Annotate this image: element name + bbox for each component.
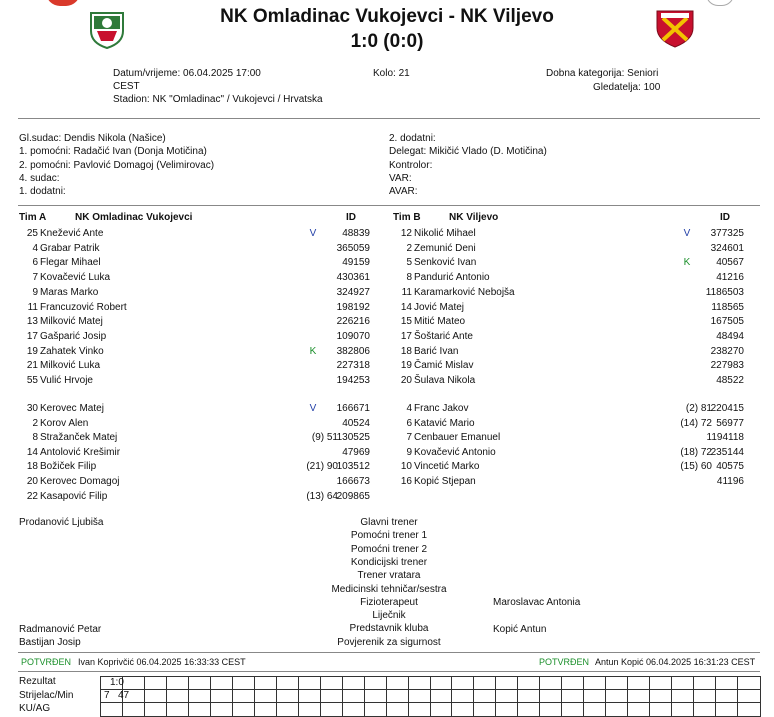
player-number: 19	[26, 345, 38, 357]
player-row	[392, 417, 762, 431]
divider	[18, 205, 760, 206]
player-row	[18, 490, 388, 504]
grid-col-line	[320, 676, 321, 716]
team-a-id-header: ID	[346, 212, 356, 223]
substitution-info: (21) 90	[306, 461, 338, 473]
official-line: 1. dodatni:	[19, 186, 66, 198]
player-name: Barić Ivan	[414, 345, 459, 357]
substitution-info: (13) 64	[306, 490, 338, 502]
staff-role: Medicinski tehničar/sestra	[331, 583, 447, 595]
player-id: 49159	[342, 257, 370, 269]
player-name: Kopić Stjepan	[414, 476, 476, 487]
divider	[18, 671, 760, 672]
team-a-label: Tim A	[19, 212, 47, 223]
player-number: 18	[26, 461, 38, 473]
player-row	[392, 446, 762, 460]
player-name: Maras Marko	[40, 286, 99, 298]
player-number: 11	[27, 301, 38, 313]
player-row	[18, 271, 388, 285]
player-role-mark: V	[309, 228, 317, 239]
player-name: Antolović Krešimir	[40, 446, 121, 458]
official-line: 4. sudac:	[19, 172, 60, 184]
player-number: 6	[32, 257, 38, 269]
player-name: Knežević Ante	[40, 228, 104, 239]
player-name: Kerovec Domagoj	[40, 476, 120, 487]
player-number: 30	[26, 403, 38, 414]
grid-col-line	[627, 676, 628, 716]
staff-role: Glavni trener	[360, 517, 418, 528]
grid-col-line	[232, 676, 233, 716]
player-number: 20	[400, 375, 412, 386]
player-row	[392, 460, 762, 474]
substitution-info: (14) 72	[680, 417, 712, 429]
player-name: Francuzović Robert	[40, 301, 127, 313]
official-line: Delegat: Mikičić Vlado (D. Motičina)	[389, 146, 547, 158]
grid-col-line	[166, 676, 167, 716]
player-role-mark: K	[309, 345, 317, 357]
player-number: 2	[406, 242, 412, 254]
grid-col-line	[737, 676, 738, 716]
official-line: Gl.sudac: Dendis Nikola (Našice)	[19, 133, 166, 144]
player-row	[18, 301, 388, 315]
grid-col-line	[451, 676, 452, 716]
player-row	[18, 374, 388, 388]
player-name: Milković Matej	[40, 316, 103, 328]
player-number: 25	[26, 228, 38, 239]
player-number: 9	[32, 286, 38, 298]
player-row	[18, 402, 388, 416]
player-name: Nikolić Mihael	[414, 228, 476, 239]
grid-col-line	[539, 676, 540, 716]
player-name: Jović Matej	[414, 301, 465, 313]
match-spectators: Gledatelja: 100	[593, 82, 661, 93]
player-name: Šoštarić Ante	[414, 330, 473, 342]
player-id: 377325	[710, 228, 744, 239]
player-number: 9	[406, 446, 412, 458]
player-id: 56977	[716, 417, 744, 429]
grid-col-line	[342, 676, 343, 716]
player-number: 18	[400, 345, 412, 357]
player-number: 12	[400, 228, 412, 239]
grid-col-line	[649, 676, 650, 716]
player-name: Franc Jakov	[414, 403, 469, 414]
player-id: 109070	[336, 330, 370, 342]
official-line: 2. pomoćni: Pavlović Domagoj (Velimirovac)	[19, 159, 215, 171]
grid-col-line	[671, 676, 672, 716]
staff-role: Predstavnik kluba	[349, 623, 429, 635]
player-id: 41216	[716, 272, 744, 284]
grid-col-line	[583, 676, 584, 716]
player-number: 19	[400, 360, 412, 372]
staff-role: Povjerenik za sigurnost	[337, 636, 441, 648]
player-number: 4	[32, 242, 38, 254]
player-number: 5	[406, 257, 412, 269]
grid-col-line	[386, 676, 387, 716]
player-number: 7	[32, 272, 38, 284]
player-row	[392, 301, 762, 315]
player-id: 166671	[336, 403, 370, 414]
player-row	[18, 227, 388, 241]
player-id: 118565	[711, 301, 744, 313]
staff-role: Pomoćni trener 1	[350, 530, 428, 542]
player-row	[392, 402, 762, 416]
player-id: 48494	[716, 330, 744, 342]
staff-role: Pomoćni trener 2	[350, 543, 428, 555]
player-number: 17	[400, 330, 412, 342]
grid-col-line	[430, 676, 431, 716]
player-role-mark: K	[683, 257, 691, 269]
grid-col-line	[188, 676, 189, 716]
player-role-mark: V	[309, 403, 317, 414]
player-row	[392, 330, 762, 344]
player-name: Karamarković Nebojša	[414, 286, 515, 298]
official-line: Kontrolor:	[389, 159, 433, 171]
player-row	[18, 242, 388, 256]
grid-col-line	[715, 676, 716, 716]
result-table-frame	[100, 676, 761, 717]
grid-col-line	[605, 676, 606, 716]
player-row	[18, 345, 388, 359]
player-name: Vincetić Marko	[414, 461, 480, 473]
staff-role: Trener vratara	[357, 570, 421, 582]
official-line: VAR:	[389, 172, 412, 184]
player-row	[18, 446, 388, 460]
grid-col-line	[298, 676, 299, 716]
player-name: Kasapović Filip	[40, 490, 108, 502]
player-name: Šulava Nikola	[414, 375, 476, 386]
player-id: 227983	[710, 360, 744, 372]
player-id: 430361	[336, 272, 370, 284]
player-name: Cenbauer Emanuel	[414, 432, 501, 444]
player-name: Senković Ivan	[414, 257, 477, 269]
player-number: 11	[401, 286, 412, 298]
player-id: 40524	[342, 417, 370, 429]
staff-role: Liječnik	[372, 610, 406, 622]
player-row	[18, 475, 388, 489]
result-label: Rezultat	[19, 676, 56, 687]
player-id: 167505	[710, 316, 744, 328]
player-name: Milković Luka	[40, 360, 101, 372]
player-row	[18, 315, 388, 329]
grid-col-line	[276, 676, 277, 716]
player-row	[392, 271, 762, 285]
player-id: 40567	[716, 257, 744, 269]
grid-col-line	[495, 676, 496, 716]
player-id: 209865	[336, 490, 370, 502]
divider	[18, 118, 760, 119]
player-id: 1186503	[705, 286, 744, 298]
player-row	[18, 431, 388, 445]
player-number: 6	[406, 417, 412, 429]
staff-role: Kondicijski trener	[350, 556, 428, 568]
player-id: 382806	[336, 345, 370, 357]
player-row	[392, 475, 762, 489]
player-id: 226216	[336, 316, 370, 328]
player-number: 22	[26, 490, 38, 502]
player-name: Božiček Filip	[40, 461, 97, 473]
match-score: 1:0 (0:0)	[350, 31, 424, 52]
player-name: Zahatek Vinko	[40, 345, 104, 357]
team-a-name: NK Omladinac Vukojevci	[75, 212, 193, 223]
player-number: 14	[26, 446, 38, 458]
grid-col-line	[364, 676, 365, 716]
player-id: 324927	[336, 286, 370, 298]
player-id: 198192	[336, 301, 370, 313]
player-id: 103512	[336, 461, 370, 473]
player-number: 55	[26, 375, 38, 386]
team-b-label: Tim B	[393, 212, 421, 223]
match-category: Dobna kategorija: Seniori	[546, 68, 659, 79]
player-role-mark: V	[683, 228, 691, 239]
player-id: 47969	[342, 446, 370, 458]
player-row	[392, 227, 762, 241]
match-title: NK Omladinac Vukojevci - NK Viljevo	[220, 6, 554, 27]
player-id: 166673	[336, 476, 370, 487]
match-timezone: CEST	[113, 81, 140, 92]
player-row	[18, 359, 388, 373]
result-value: 1:0	[110, 677, 124, 688]
player-name: Gašparić Josip	[40, 330, 107, 342]
player-name: Kovačević Luka	[40, 272, 111, 284]
away-physio: Maroslavac Antonia	[493, 597, 581, 608]
player-row	[392, 242, 762, 256]
player-name: Kerovec Matej	[40, 403, 104, 414]
player-id: 41196	[716, 476, 744, 487]
player-number: 8	[406, 272, 412, 284]
player-id: 365059	[336, 242, 370, 254]
official-line: 2. dodatni:	[389, 133, 436, 144]
ku-ag-label: KU/AG	[19, 703, 51, 714]
player-name: Katavić Mario	[414, 417, 475, 429]
official-line: AVAR:	[389, 186, 418, 198]
grid-col-line	[693, 676, 694, 716]
staff-role: Fizioterapeut	[360, 596, 418, 608]
player-id: 220415	[710, 403, 744, 414]
substitution-info: (2) 81	[685, 403, 712, 414]
player-name: Flegar Mihael	[40, 257, 101, 269]
player-number: 10	[400, 461, 412, 473]
player-row	[18, 417, 388, 431]
player-name: Pandurić Antonio	[414, 272, 490, 284]
team-b-id-header: ID	[720, 212, 730, 223]
player-id: 238270	[710, 345, 744, 357]
grid-col-line	[473, 676, 474, 716]
player-name: Čamić Mislav	[414, 360, 474, 372]
grid-col-line	[210, 676, 211, 716]
scorer-minute: 47	[118, 690, 130, 701]
official-line: 1. pomoćni: Radačić Ivan (Donja Motičina)	[19, 146, 207, 158]
player-number: 14	[400, 301, 412, 313]
player-row	[392, 345, 762, 359]
scorer-label: Strijelac/Min	[19, 690, 74, 701]
player-row	[392, 315, 762, 329]
player-number: 21	[26, 360, 38, 372]
player-id: 48522	[716, 375, 744, 386]
substitution-info: (9) 51	[311, 432, 338, 444]
player-id: 130525	[336, 432, 370, 444]
player-id: 48839	[342, 228, 370, 239]
grid-col-line	[517, 676, 518, 716]
player-row	[392, 431, 762, 445]
away-confirm-status: POTVRĐEN	[539, 657, 590, 667]
scorer-number: 7	[104, 690, 110, 701]
away-club-rep: Kopić Antun	[493, 624, 547, 635]
grid-col-line	[254, 676, 255, 716]
home-confirm-detail: Ivan Koprivčić 06.04.2025 16:33:33 CEST	[78, 657, 246, 667]
home-confirm-status: POTVRĐEN	[21, 657, 72, 667]
home-security-officer: Bastijan Josip	[19, 637, 81, 648]
home-head-coach: Prodanović Ljubiša	[19, 517, 104, 528]
match-datetime: Datum/vrijeme: 06.04.2025 17:00	[113, 68, 261, 79]
player-id: 227318	[336, 360, 370, 372]
player-id: 235144	[710, 446, 744, 458]
grid-col-line	[408, 676, 409, 716]
player-name: Mitić Mateo	[414, 316, 466, 328]
player-id: 1194118	[706, 432, 744, 444]
player-row	[18, 330, 388, 344]
player-number: 8	[32, 432, 38, 444]
substitution-info: (18) 72	[680, 446, 712, 458]
player-number: 17	[26, 330, 38, 342]
substitution-info: (15) 60	[680, 461, 712, 473]
divider	[18, 652, 760, 653]
player-name: Kovačević Antonio	[414, 446, 496, 458]
grid-row-line	[100, 689, 760, 690]
match-stadium: Stadion: NK "Omladinac" / Vukojevci / Hrvatska	[113, 94, 323, 105]
match-round: Kolo: 21	[373, 68, 410, 79]
team-b-name: NK Viljevo	[449, 212, 499, 223]
player-name: Grabar Patrik	[40, 242, 100, 254]
player-name: Korov Alen	[40, 417, 89, 429]
player-name: Stražanček Matej	[40, 432, 118, 444]
player-row	[18, 460, 388, 474]
grid-col-line	[144, 676, 145, 716]
player-id: 40575	[716, 461, 744, 473]
player-id: 194253	[336, 375, 370, 386]
home-club-rep: Radmanović Petar	[19, 624, 102, 635]
player-row	[392, 286, 762, 300]
away-confirm-detail: Antun Kopić 06.04.2025 16:31:23 CEST	[595, 657, 756, 667]
player-name: Vulić Hrvoje	[40, 375, 93, 386]
player-row	[18, 286, 388, 300]
player-number: 15	[400, 316, 412, 328]
player-number: 16	[400, 476, 412, 487]
player-number: 4	[406, 403, 412, 414]
player-number: 7	[406, 432, 412, 444]
player-name: Zemunić Deni	[414, 242, 476, 254]
player-row	[18, 256, 388, 270]
player-number: 2	[32, 417, 38, 429]
player-row	[392, 256, 762, 270]
grid-row-line	[100, 702, 760, 703]
player-number: 20	[26, 476, 38, 487]
player-row	[392, 359, 762, 373]
player-id: 324601	[710, 242, 744, 254]
grid-col-line	[561, 676, 562, 716]
player-number: 13	[26, 316, 38, 328]
player-row	[392, 374, 762, 388]
